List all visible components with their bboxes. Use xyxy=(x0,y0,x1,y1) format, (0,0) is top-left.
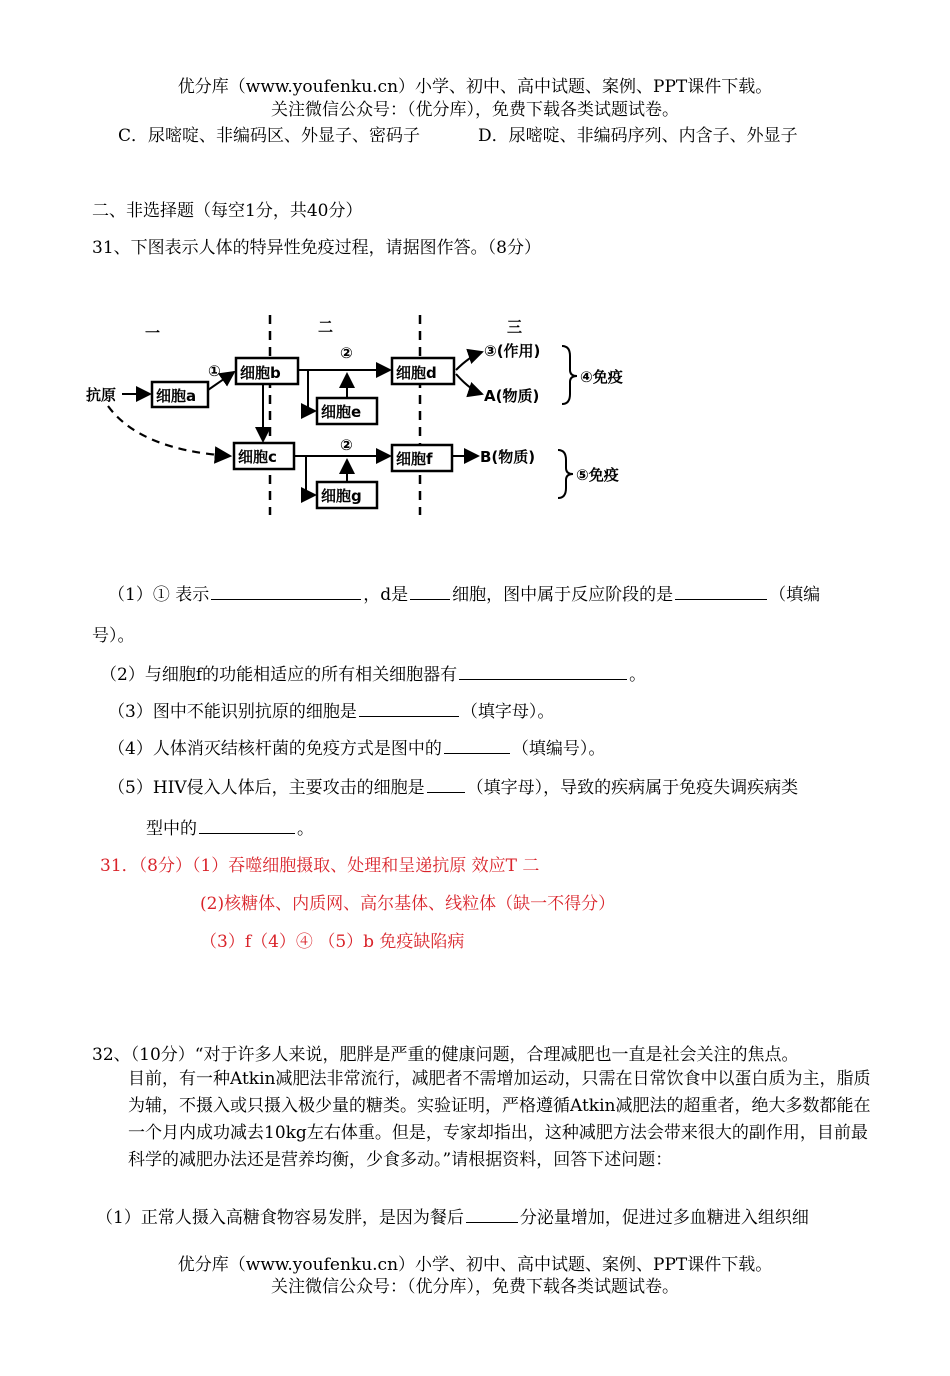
output-B: B(物质) xyxy=(480,448,536,466)
cell-a-label: 细胞a xyxy=(156,387,197,405)
q31-sub1-text-b: ，d是 xyxy=(363,585,409,605)
cell-c-label: 细胞c xyxy=(238,448,277,466)
q31-sub5-blank-1[interactable] xyxy=(427,791,465,793)
header-line-1: 优分库（www.youfenku.cn）小学、初中、高中试题、案例、PPT课件下载。 xyxy=(177,77,773,97)
q32-body: 目前，有一种Atkin减肥法非常流行，减肥者不需增加运动，只需在日常饮食中以蛋白质为主，脂质为辅，不摄入或只摄入极少量的糖类。实验证明，严格遵循Atkin减肥法的超重者，绝大多数都能在一个月内成功减去10kg左右体重。但是，专家却指出，这种减肥方法会带来很大的副作用，目前最科学的减肥办法还是营养均衡，少食多动。”请根据资料，回答下述问题： xyxy=(128,1069,871,1170)
q31-sub5-text-b: （填字母），导致的疾病属于免疫失调疾病类 xyxy=(466,778,799,798)
q31-stem: 31、下图表示人体的特异性免疫过程，请据图作答。（8分） xyxy=(92,238,541,258)
cell-g-label: 细胞g xyxy=(321,487,362,505)
stage-label-2: 二 xyxy=(318,318,334,336)
answer-31-line-2: (2)核糖体、内质网、高尔基体、线粒体（缺一不得分） xyxy=(200,894,616,914)
immune-4: ④免疫 xyxy=(580,368,623,386)
q32-lead: 32、（10分）“对于许多人来说，肥胖是严重的健康问题，合理减肥也一直是社会关注的焦点。 xyxy=(92,1045,799,1065)
q31-sub1-blank-2[interactable] xyxy=(410,598,450,600)
section-title: 二、非选择题（每空1分，共40分） xyxy=(92,201,363,221)
q32-sub1 xyxy=(96,1203,809,1228)
q32-sub1-text-a: （1）正常人摄入高糖食物容易发胖，是因为餐后 xyxy=(96,1208,464,1228)
brace-top xyxy=(562,346,577,404)
q31-sub5-cont xyxy=(146,814,314,839)
q31-sub5-text-d: 。 xyxy=(297,819,314,839)
answer-31-line-1: 31．（8分）（1）吞噬细胞摄取、处理和呈递抗原 效应T 二 xyxy=(100,856,540,876)
header-line-2: 关注微信公众号：（优分库），免费下载各类试题试卷。 xyxy=(271,100,679,120)
q31-sub1-blank-3[interactable] xyxy=(675,598,767,600)
stage-label-1: 一 xyxy=(145,324,161,342)
q31-sub5-blank-2[interactable] xyxy=(199,832,295,834)
arrow-d-to-A xyxy=(456,374,482,394)
cell-d-label: 细胞d xyxy=(396,364,437,382)
immune-diagram xyxy=(80,310,680,520)
q31-sub5-text-a: （5）HIV侵入人体后，主要攻击的细胞是 xyxy=(108,778,425,798)
arrow-c-to-g xyxy=(306,456,315,495)
footer-line-2: 关注微信公众号：（优分库），免费下载各类试题试卷。 xyxy=(271,1277,679,1297)
q31-sub2-text-b: 。 xyxy=(629,665,647,685)
arrow-antigen-to-c-dashed xyxy=(108,406,230,456)
q31-sub4-blank[interactable] xyxy=(444,752,510,754)
q31-sub2 xyxy=(100,660,646,685)
q31-sub1-blank-1[interactable] xyxy=(211,598,361,600)
footer-line-1: 优分库（www.youfenku.cn）小学、初中、高中试题、案例、PPT课件下载。 xyxy=(177,1255,773,1275)
mark-2-top: ② xyxy=(340,344,353,362)
output-3: ③(作用) xyxy=(484,342,541,360)
q31-sub1-text-c: 细胞，图中属于反应阶段的是 xyxy=(452,585,674,605)
q31-sub1-text-d: （填编 xyxy=(769,585,821,605)
q31-sub1-text-a: （1）① 表示 xyxy=(108,585,210,605)
q32-sub1-blank[interactable] xyxy=(466,1221,518,1223)
q32-sub1-text-b: 分泌量增加，促进过多血糖进入组织细 xyxy=(519,1208,809,1228)
q31-sub5 xyxy=(108,773,798,798)
q31-sub3-text-b: （填字母）。 xyxy=(460,702,555,722)
q31-sub2-text-a: （2）与细胞f的功能相适应的所有相关细胞器有 xyxy=(100,665,458,685)
q31-sub3-text-a: （3）图中不能识别抗原的细胞是 xyxy=(108,702,357,722)
q31-sub4 xyxy=(108,734,605,759)
q31-sub2-blank[interactable] xyxy=(459,678,627,680)
answer-31-line-3: （3）f（4）④ （5）b 免疫缺陷病 xyxy=(200,932,465,952)
arrow-d-to-3 xyxy=(456,352,482,370)
immune-5: ⑤免疫 xyxy=(576,466,619,484)
stage-label-3: 三 xyxy=(507,318,523,336)
cell-b-label: 细胞b xyxy=(240,364,281,382)
q31-sub5-text-c: 型中的 xyxy=(146,819,197,839)
antigen-label: 抗原 xyxy=(86,386,117,404)
q31-sub4-text-b: （填编号）。 xyxy=(511,739,606,759)
cell-f-label: 细胞f xyxy=(396,450,433,468)
output-A: A(物质) xyxy=(484,387,540,405)
brace-bottom xyxy=(558,450,573,498)
q31-sub3-blank[interactable] xyxy=(359,715,459,717)
mark-2-bottom: ② xyxy=(340,436,353,454)
mark-1: ① xyxy=(208,362,221,380)
q31-sub3 xyxy=(108,697,554,722)
q31-sub4-text-a: （4）人体消灭结核杆菌的免疫方式是图中的 xyxy=(108,739,442,759)
option-c: C．尿嘧啶、非编码区、外显子、密码子 xyxy=(118,126,421,146)
q31-sub1 xyxy=(108,580,820,605)
q31-sub1-cont: 号）。 xyxy=(92,626,135,646)
arrow-b-to-e xyxy=(308,370,315,411)
cell-e-label: 细胞e xyxy=(321,403,362,421)
option-d: D．尿嘧啶、非编码序列、内含子、外显子 xyxy=(478,126,798,146)
